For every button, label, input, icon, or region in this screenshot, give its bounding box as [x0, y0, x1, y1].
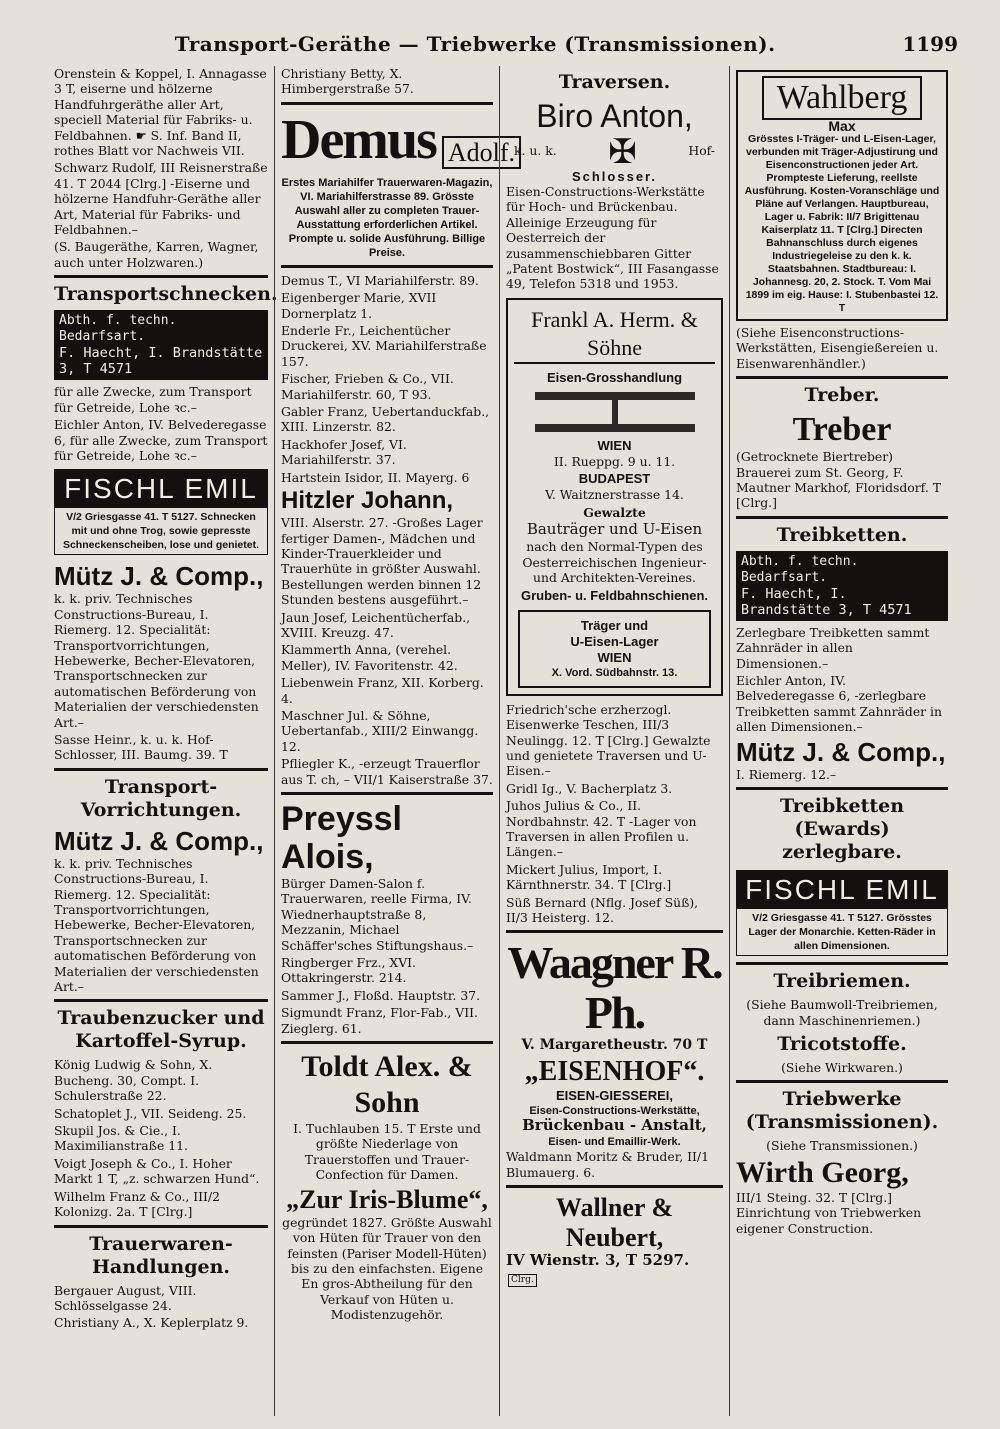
- divider: [281, 102, 493, 105]
- ad-text: WIEN: [597, 437, 632, 453]
- entry: Sigmundt Franz, Flor-Fab., VII. Zieglerg. 61.: [281, 1005, 478, 1036]
- entry: Süß Bernard (Nflg. Josef Süß), II/3 Heisterg. 12.: [506, 894, 699, 925]
- entry: Bergauer August, VIII. Schlösselgasse 24.: [54, 1282, 197, 1313]
- section-heading: Treber.: [804, 384, 880, 407]
- entry: Christiany A., X. Keplerplatz 9.: [54, 1315, 249, 1331]
- ad-text: Eisen-Grosshandlung: [546, 369, 683, 385]
- ad-name: FISCHL EMIL: [55, 470, 267, 508]
- ad-text: Schlosser.: [571, 169, 658, 184]
- demus-ad: [281, 108, 516, 260]
- ad-line: Abth. f. techn. Bedarfsart.: [741, 553, 859, 585]
- ad-text: X. Vord. Südbahnstr. 13.: [551, 666, 678, 679]
- ad-body: Grösstes I-Träger- und L-Eisen-Lager, verbunden mit Träger-Adjustirung und Eisenconstructionen jeder Art. Prompteste Lieferung, reellste Ausführung. Kosten-Voranschläge und Pläne auf Verlangen. Hauptbureau, Lager u. Fabrik: II/7 Brigittenau Kaiserplatz 11. T [Clrg.] Directen Bahnanschluss durch eigenes Industriegeleise zu den k. k. Staatsbahnen. Stadtbureau: I. Johannesg. 20, 2. Stock. T. Vom Mai 1899 im eig. Hause: I. Stubenbastei 12. T: [744, 133, 940, 314]
- entry: Pfliegler K., -erzeugt Trauerflor aus T. ch, – VII/1 Kaiserstraße 37.: [281, 756, 493, 787]
- entry: k. k. priv. Technisches Constructions-Bureau, I. Riemerg. 12. Specialität: Transportvorrichtungen, Hebewerke, Becher-Elevatoren, Transportschnecken zur automatischen Beförderung von Materialien der verschiedensten Art.–: [54, 591, 259, 730]
- ad-text: Bauträger und U-Eisen: [526, 520, 703, 539]
- frankl-ad: [506, 298, 723, 696]
- ad-text: Hof-: [688, 143, 715, 159]
- ad-name: Mütz J. & Comp.,: [54, 825, 264, 856]
- divider: [736, 962, 948, 965]
- ad-text: nach den Normal-Typen des Oesterreichischen Ingenieur- und Architekten-Vereines.: [522, 539, 707, 586]
- ad-body: Erstes Mariahilfer Trauerwaren-Magazin, VI. Mariahilferstrasse 89. Grösste Auswahl aller zu completen Trauer-Ausstattung erforderlichen Artikel. Prompte u. solide Ausführung. Billige Preise.: [281, 176, 493, 259]
- entry: III/1 Steing. 32. T [Clrg.] Einrichtung von Triebwerken eigener Construction.: [736, 1189, 922, 1236]
- entry: Eigenberger Marie, XVII Dornerplatz 1.: [281, 290, 437, 321]
- divider: [736, 376, 948, 379]
- entry: k. k. priv. Technisches Constructions-Bureau, I. Riemerg. 12. Specialität: Transportvorrichtungen, Hebewerke, Becher-Elevatoren, Transportschnecken zur automatischen Beförderung von Materialien der verschiedensten Art.–: [54, 855, 259, 995]
- divider: [506, 930, 723, 933]
- entry: Wilhelm Franz & Co., III/2 Kolonizg. 2a. T [Clrg.]: [54, 1188, 221, 1220]
- section-heading: Traversen.: [558, 71, 671, 93]
- column-1: [48, 66, 278, 1416]
- section-heading: Treibriemen.: [773, 970, 911, 993]
- entry: Hackhofer Josef, VI. Mariahilferstr. 37.: [281, 436, 407, 468]
- ad-name: Wirth Georg,: [736, 1155, 909, 1189]
- entry: Gabler Franz, Uebertanduckfab., XIII. Linzerstr. 82.: [281, 404, 490, 435]
- divider: [736, 787, 948, 790]
- entry: Jaun Josef, Leichentücherfab., XVIII. Kreuzg. 47.: [281, 609, 471, 640]
- entry: Bürger Damen-Salon f. Trauerwaren, reelle Firma, IV. Wiednerhauptstraße 8, Mezzanin, Michael Schäffer'sches Stiftungshaus.–: [281, 876, 474, 953]
- ad-text: BUDAPEST: [578, 471, 651, 487]
- entry: Eichler Anton, IV. Belvederegasse 6, für alle Zwecke, zum Transport für Getreide, Lohe ꝛc.–: [54, 417, 268, 463]
- haecht-ad: [736, 551, 948, 621]
- divider: [54, 768, 268, 771]
- ad-name: Mütz J. & Comp.,: [54, 561, 264, 592]
- ad-text: „EISENHOF“.: [524, 1055, 705, 1087]
- entry: Eichler Anton, IV. Belvederegasse 6, -zerlegbare Treibketten sammt Zahnräder in allen Dimensionen.–: [736, 673, 942, 735]
- entry: Schwarz Rudolf, III Reisnerstraße 41. T 2044 [Clrg.] -Eiserne und hölzerne Handfuhr-Geräthe aller Art, Material für Fabriks- und Feldbahnen.–: [54, 160, 268, 238]
- ad-text: V. Waitznerstrasse 14.: [545, 487, 684, 503]
- i-beam-icon: [535, 392, 695, 432]
- haecht-ad: [54, 310, 268, 380]
- entry: Voigt Joseph & Co., I. Hoher Markt 1 T, „z. schwarzen Hund“.: [54, 1155, 260, 1187]
- ad-text: Brückenbau - Anstalt,: [522, 1115, 707, 1134]
- divider: [54, 999, 268, 1002]
- ad-text: V. Margaretheustr. 70 T: [521, 1037, 708, 1054]
- entry: Sasse Heinr., k. u. k. Hof-Schlosser, III. Baumg. 39. T: [54, 731, 228, 763]
- ad-text: U-Eisen-Lager: [570, 633, 659, 649]
- ad-name: Toldt Alex. & Sohn: [301, 1050, 473, 1120]
- entry: (Siehe Transmissionen.): [766, 1138, 918, 1154]
- entry: Enderle Fr., Leichentücher Druckerei, XV. Mariahilferstraße 157.: [281, 323, 487, 369]
- divider: [54, 1225, 268, 1228]
- ad-name: Preyssl Alois,: [281, 800, 402, 876]
- ad-text: IV Wienstr. 3, T 5297.: [506, 1251, 690, 1269]
- entry: Schatoplet J., VII. Seideng. 25.: [54, 1105, 247, 1121]
- ad-name: Wallner & Neubert,: [555, 1193, 674, 1252]
- section-heading: Transport-Vorrichtungen.: [80, 775, 242, 821]
- entry: I. Riemerg. 12.–: [736, 766, 837, 782]
- entry: Waldmann Moritz & Bruder, II/1 Blumauerg. 6.: [506, 1149, 709, 1180]
- ad-firstname: Max: [828, 118, 856, 134]
- ad-name: Biro Anton,: [536, 98, 693, 134]
- clearing-badge: Clrg.: [508, 1274, 537, 1287]
- entry: Gridl Ig., V. Bacherplatz 3.: [506, 780, 673, 796]
- biro-ad: [506, 98, 723, 184]
- entry: (Siehe Wirkwaren.): [781, 1059, 903, 1075]
- ad-name: FISCHL EMIL: [737, 871, 947, 909]
- entry: Hartstein Isidor, II. Mayerg. 6: [281, 469, 470, 485]
- page-title: Transport-Geräthe — Triebwerke (Transmissionen).: [174, 32, 776, 56]
- entry: Maschner Jul. & Söhne, Uebertanfab., XIII/2 Einwangg. 12.: [281, 707, 479, 754]
- entry: Skupil Jos. & Cie., I. Maximilianstraße 11.: [54, 1123, 188, 1154]
- ad-body: V/2 Griesgasse 41. T 5127. Schnecken mit und ohne Trog, sowie gepresste Schneckenscheiben, lose und genietet.: [62, 511, 260, 552]
- entry: (S. Baugeräthe, Karren, Wagner, auch unter Holzwaren.): [54, 239, 259, 270]
- ad-line: F. Haecht, I. Brandstätte 3, T 4571: [741, 585, 912, 618]
- section-heading: Triebwerke (Transmissionen).: [745, 1088, 939, 1134]
- ad-name: Wahlberg: [762, 76, 922, 120]
- section-heading: Trauerwaren-Handlungen.: [89, 1232, 233, 1278]
- section-heading: Treibketten (Ewards) zerlegbare.: [779, 795, 905, 864]
- ad-text: k. u. k.: [514, 143, 557, 159]
- fischl-ad: [54, 469, 268, 555]
- waagner-ad: [506, 938, 723, 1149]
- divider: [281, 792, 493, 795]
- ad-text: Träger und: [580, 617, 649, 633]
- entry: Christiany Betty, X. Himbergerstraße 57.: [281, 66, 414, 97]
- ad-text: Eisen-Constructions-Werkstätte,: [529, 1104, 700, 1117]
- section-heading: Tricotstoffe.: [777, 1032, 907, 1055]
- entry: Juhos Julius & Co., II. Nordbahnstr. 42. T -Lager von Traversen in allen Profilen u. Längen.–: [506, 798, 697, 860]
- divider: [281, 1041, 493, 1044]
- wahlberg-ad: [736, 70, 948, 321]
- section-heading: Transportschnecken.: [54, 283, 278, 306]
- ad-body: V/2 Griesgasse 41. T 5127. Grösstes Lager der Monarchie. Ketten-Räder in allen Dimensionen.: [748, 912, 936, 953]
- column-3: [499, 66, 729, 1416]
- entry: Friedrich'sche erzherzogl. Eisenwerke Teschen, III/3 Neulingg. 12. T [Clrg.] Gewalzte und genietete Traversen und U-Eisen.–: [506, 701, 711, 779]
- ad-text: Gruben- u. Feldbahnschienen.: [520, 587, 709, 603]
- entry: I. Tuchlauben 15. T Erste und größte Niederlage von Trauerstoffen und Trauer-Confection für Damen.: [293, 1121, 481, 1183]
- column-4: [729, 66, 954, 1416]
- entry: (Siehe Baumwoll-Treibriemen, dann Maschinenriemen.): [746, 997, 938, 1028]
- ad-name: Hitzler Johann,: [281, 487, 454, 515]
- double-eagle-icon: ✠: [608, 132, 637, 172]
- entry: Ringberger Frz., XVI. Ottakringerstr. 214.: [281, 955, 416, 986]
- entry: gegründet 1827. Größte Auswahl von Hüten für Trauer von den feinsten (Pariser Modell-Hüten) bis zu den einfachsten. Eigene En gros-Abtheilung für den Verkauf von Hüten u. Modistenzugehör.: [282, 1214, 492, 1323]
- page-header: [48, 30, 958, 58]
- entry: Sammer J., Floßd. Hauptstr. 37.: [281, 987, 481, 1003]
- ad-text: EISEN-GIESSEREI,: [555, 1087, 674, 1103]
- ad-text: Gewalzte: [583, 504, 646, 520]
- section-heading: Treibketten.: [776, 523, 908, 546]
- ad-name: Waagner R. Ph.: [507, 937, 722, 1039]
- ad-line: Abth. f. techn. Bedarfsart.: [59, 313, 177, 345]
- divider: [736, 1080, 948, 1083]
- entry: Fischer, Frieben & Co., VII. Mariahilferstr. 60, T 93.: [281, 371, 454, 402]
- entry: Klammerth Anna, (verehel. Meller), IV. Favoritenstr. 42.: [281, 642, 458, 673]
- entry: (Siehe Eisenconstructions-Werkstätten, Eisengießereien u. Eisenwarenhändler.): [736, 325, 939, 371]
- ad-name: Mütz J. & Comp.,: [736, 736, 946, 767]
- ad-name: Demus: [281, 108, 436, 171]
- entry: Mickert Julius, Import, I. Kärnthnerstr. 34. T [Clrg.]: [506, 861, 672, 893]
- fischl-ad: [736, 870, 948, 956]
- entry: Demus T., VI Mariahilferstr. 89.: [281, 272, 479, 288]
- ad-line: F. Haecht, I. Brandstätte 3, T 4571: [59, 345, 263, 378]
- entry: Zerlegbare Treibketten sammt Zahnräder in allen Dimensionen.–: [736, 624, 930, 671]
- divider: [54, 275, 268, 278]
- frankl-sub-ad: [518, 610, 711, 688]
- ad-text: WIEN: [597, 649, 632, 665]
- ad-name: Treber: [792, 411, 892, 449]
- entry: VIII. Alserstr. 27. -Großes Lager fertiger Damen-, Mädchen und Kinder-Trauerkleider und Trauerhüte in größter Auswahl. Bestellungen werden binnen 12 Stunden bestens ausgeführt.–: [281, 515, 483, 608]
- column-2: [274, 66, 516, 1416]
- entry: Eisen-Constructions-Werkstätte für Hoch- und Brückenbau. Alleinige Erzeugung für Oesterreich der zusammenschiebbaren Gitter „Patent Bostwick“, III Fasangasse 49, Telefon 5318 und 1953.: [506, 184, 719, 292]
- ad-firstname: Adolf.: [442, 136, 521, 169]
- divider: [281, 265, 493, 268]
- section-heading: Traubenzucker und Kartoffel-Syrup.: [57, 1007, 265, 1053]
- divider: [736, 516, 948, 519]
- ad-name: „Zur Iris-Blume“,: [286, 1184, 488, 1214]
- entry: für alle Zwecke, zum Transport für Getreide, Lohe ꝛc.–: [54, 384, 252, 415]
- entry: Orenstein & Koppel, I. Annagasse 3 T, eiserne und hölzerne Handfuhrgeräthe aller Art, speciell Material für Fabriks- u. Feldbahnen. ☛ S. Inf. Band II, rothes Blatt vor Nachweis VII.: [54, 66, 267, 159]
- entry: Liebenwein Franz, XII. Korberg. 4.: [281, 675, 484, 706]
- divider: [506, 1185, 723, 1188]
- entry: König Ludwig & Sohn, X. Bucheng. 30, Compt. I. Schulerstraße 22.: [54, 1057, 213, 1104]
- ad-name: Frankl A. Herm. & Söhne: [514, 306, 715, 364]
- entry: (Getrocknete Biertreber) Brauerei zum St. Georg, F. Mautner Markhof, Floridsdorf. T [Clrg.]: [736, 449, 941, 511]
- ad-text: Eisen- und Emaillir-Werk.: [548, 1136, 681, 1149]
- ad-text: II. Rueppg. 9 u. 11.: [553, 453, 676, 469]
- page-number: 1199: [902, 32, 958, 56]
